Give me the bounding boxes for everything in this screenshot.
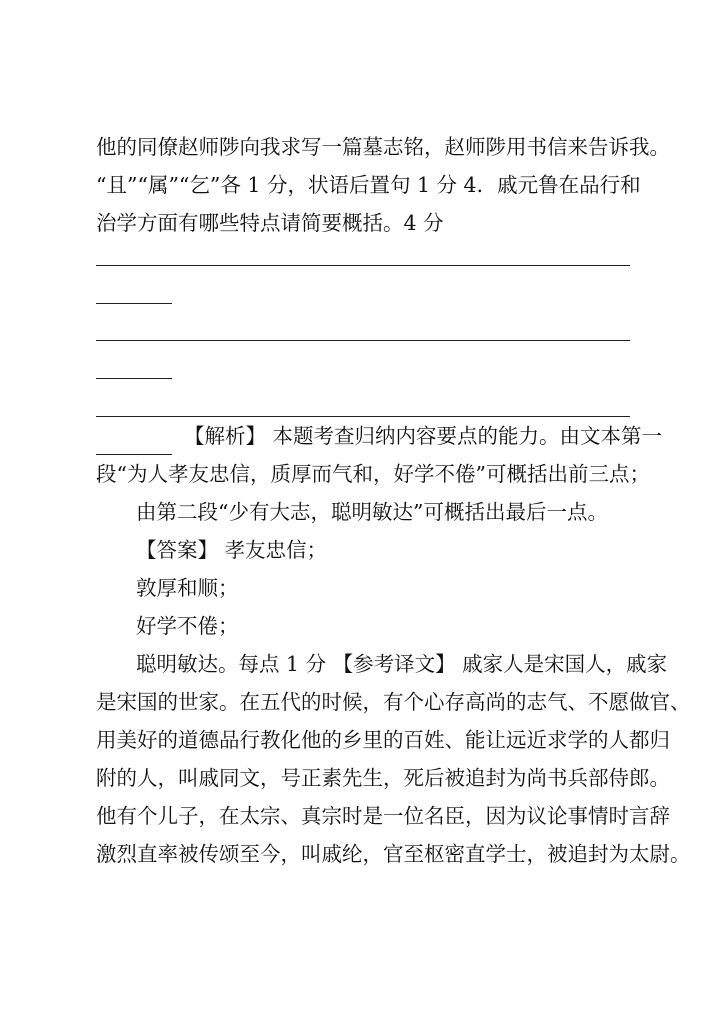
translation-line: 激烈直率被传颂至今，叫戚纶，官至枢密直学士，被追封为太尉。	[96, 842, 691, 866]
translation-line: 用美好的道德品行教化他的乡里的百姓、能让远近求学的人都归	[96, 728, 670, 752]
answer-blank-line	[96, 378, 172, 379]
translation-line: 他有个儿子，在太宗、真宗时是一位名臣，因为议论事情时言辞	[96, 804, 670, 828]
translation-line: 附的人，叫戚同文，号正素先生，死后被追封为尚书兵部侍郎。	[96, 766, 670, 790]
paragraph-line: “且”“属”“乞”各 1 分，状语后置句 1 分 4．戚元鲁在品行和	[96, 173, 641, 197]
paragraph-line: 他的同僚赵师陟向我求写一篇墓志铭，赵师陟用书信来告诉我。	[96, 135, 670, 159]
analysis-line: 段“为人孝友忠信，质厚而气和，好学不倦”可概括出前三点；	[96, 462, 650, 486]
analysis-line: 【解析】 本题考查归纳内容要点的能力。由文本第一	[184, 424, 663, 448]
answer-point: 敦厚和顺；	[136, 576, 239, 600]
analysis-line: 由第二段“少有大志，聪明敏达”可概括出最后一点。	[136, 500, 608, 524]
answer-blank-line	[96, 340, 630, 341]
answer-blank-line	[96, 265, 630, 266]
answer-point: 聪明敏达。每点 1 分 【参考译文】 戚家人是宋国人，戚家	[136, 652, 668, 676]
answer-point: 好学不倦；	[136, 614, 239, 638]
answer-blank-line	[96, 303, 172, 304]
translation-line: 是宋国的世家。在五代的时候，有个心存高尚的志气、不愿做官、	[96, 690, 691, 714]
question-line: 治学方面有哪些特点请简要概括。4 分	[96, 211, 444, 235]
answer-heading: 【答案】 孝友忠信；	[136, 538, 328, 562]
